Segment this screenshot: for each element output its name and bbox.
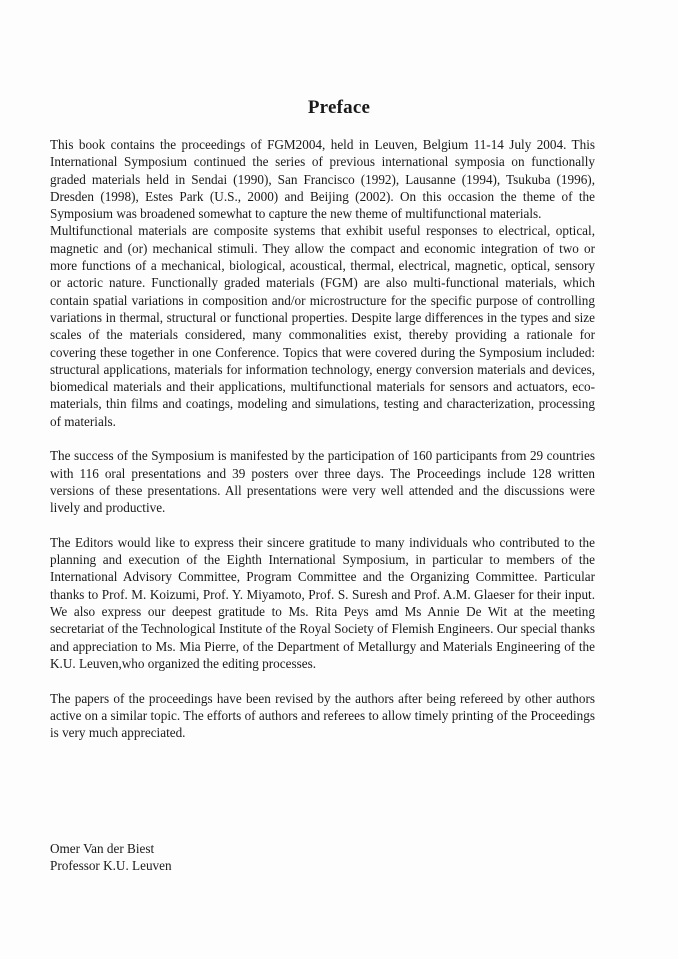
paragraph-intro: This book contains the proceedings of FGM2004, held in Leuven, Belgium 11-14 July 2004. This International Symposium continued the series of previous international symposia on functionally graded materials held in Sendai (1990), San Francisco (1992), Lausanne (1994), Tsukuba (1996), Dresden (1998), Estes Park (U.S., 2000) and Beijing (2002). On this occasion the theme of the Symposium was broadened somewhat to capture the new theme of multifunctional materials. (50, 137, 595, 222)
signature-affiliation: Professor K.U. Leuven (50, 858, 172, 874)
paragraph-acknowledgements: The Editors would like to express their sincere gratitude to many individuals who contributed to the planning and execution of the Eighth International Symposium, in particular to members of the International Advisory Committee, Program Committee and the Organizing Committee. Particular thanks to Prof. M. Koizumi, Prof. Y. Miyamoto, Prof. S. Suresh and Prof. A.M. Glaeser for their input. We also express our deepest gratitude to Ms. Rita Peys amd Ms Annie De Wit at the meeting secretariat of the Technological Institute of the Royal Society of Flemish Engineers. Our special thanks and appreciation to Ms. Mia Pierre, of the Department of Metallurgy and Materials Engineering of the K.U. Leuven,who organized the editing processes. (50, 534, 595, 671)
signature-block (50, 840, 172, 875)
paragraph-success: The success of the Symposium is manifested by the participation of 160 participants from 29 countries with 116 oral presentations and 39 posters over three days. The Proceedings include 128 written versions of these presentations. All presentations were very well attended and the discussions were lively and productive. (50, 448, 595, 516)
signature-name: Omer Van der Biest (50, 841, 155, 856)
page-title: Preface (307, 97, 371, 118)
paragraph-review: The papers of the proceedings have been revised by the authors after being refereed by other authors active on a similar topic. The efforts of authors and referees to allow timely printing of the Proceedings is very much appreciated. (50, 690, 595, 741)
preface-body (50, 136, 595, 741)
paragraph-multifunctional: Multifunctional materials are composite systems that exhibit useful responses to electrical, optical, magnetic and (or) mechanical stimuli. They allow the compact and economic integration of two or more functions of a mechanical, biological, acoustical, thermal, electrical, magnetic, optical, sensory or actoric nature. Functionally graded materials (FGM) are also multi-functional materials, which contain spatial variations in composition and/or microstructure for the specific purpose of controlling variations in thermal, structural or functional properties. Despite large differences in the types and size scales of the materials considered, many commonalities exist, thereby providing a rationale for covering these together in one Conference. Topics that were covered during the Symposium included: structural applications, materials for information technology, energy conversion materials and devices, biomedical materials and their applications, multifunctional materials for sensors and actuators, eco-materials, thin films and coatings, modeling and simulations, testing and characterization, processing of materials. (50, 223, 595, 429)
